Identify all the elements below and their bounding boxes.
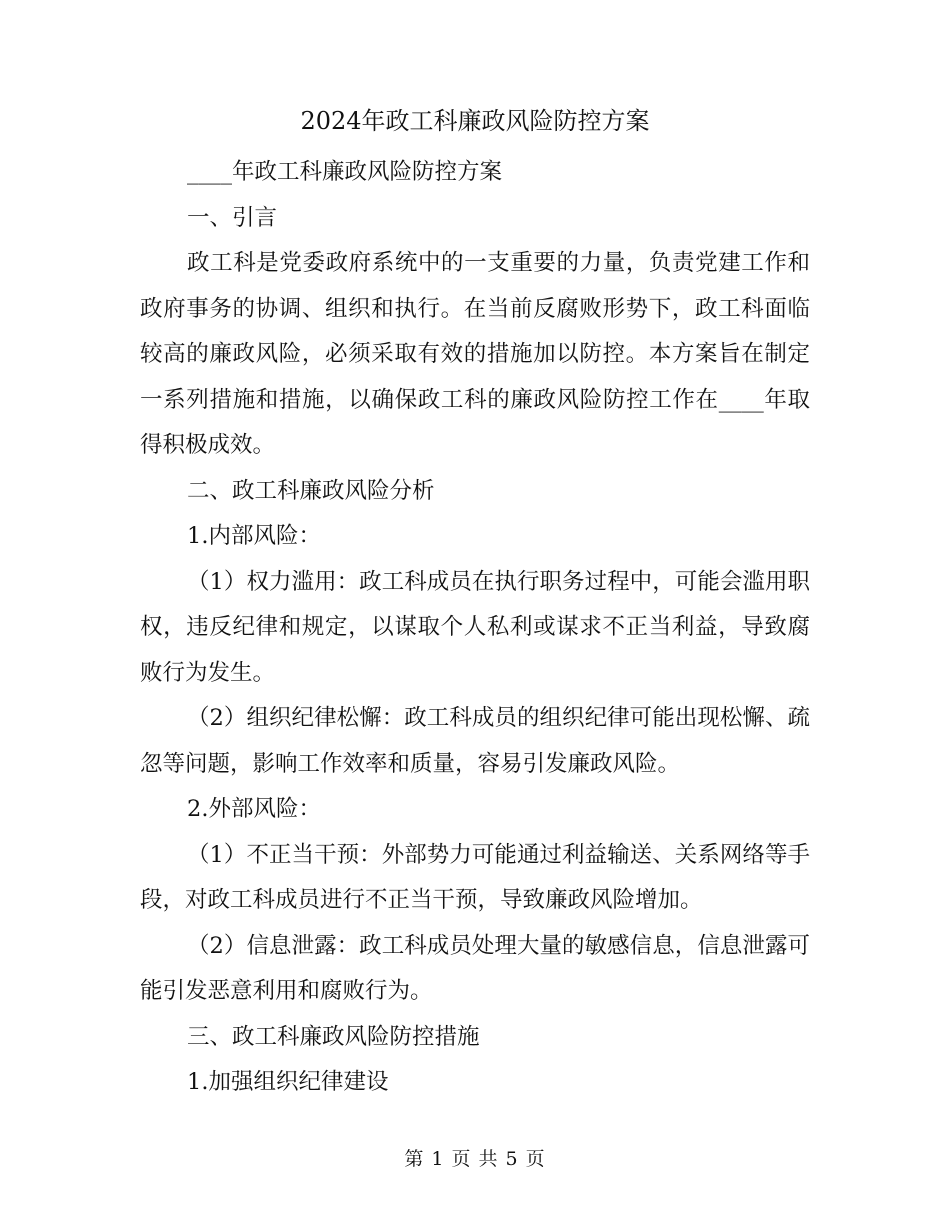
subheading-internal-risk: 1.内部风险： [187, 523, 321, 549]
document-body [140, 150, 810, 1106]
measure-item-1: 1.加强组织纪律建设 [187, 1069, 389, 1095]
subtitle-paragraph: ____年政工科廉政风险防控方案 [187, 159, 503, 185]
subheading-external-risk: 2.外部风险： [187, 796, 321, 822]
internal-risk-item-1: （1）权力滥用：政工科成员在执行职务过程中，可能会滥用职权，违反纪律和规定，以谋取个人私利或谋求不正当利益，导致腐败行为发生。 [140, 568, 810, 686]
document-title: 2024年政工科廉政风险防控方案 [300, 107, 650, 135]
section-heading-intro: 一、引言 [187, 204, 278, 231]
intro-paragraph: 政工科是党委政府系统中的一支重要的力量，负责党建工作和政府事务的协调、组织和执行。在当前反腐败形势下，政工科面临较高的廉政风险，必须采取有效的措施加以防控。本方案旨在制定一系列措施和措施，以确保政工科的廉政风险防控工作在____年取得积极成效。 [140, 250, 810, 458]
section-heading-analysis: 二、政工科廉政风险分析 [187, 477, 435, 504]
section-heading-measures: 三、政工科廉政风险防控措施 [187, 1023, 480, 1050]
page-footer: 第 1 页 共 5 页 [404, 1148, 546, 1170]
internal-risk-item-2: （2）组织纪律松懈：政工科成员的组织纪律可能出现松懈、疏忽等问题，影响工作效率和质量，容易引发廉政风险。 [140, 705, 810, 777]
external-risk-item-1: （1）不正当干预：外部势力可能通过利益输送、关系网络等手段，对政工科成员进行不正当干预，导致廉政风险增加。 [140, 841, 810, 913]
external-risk-item-2: （2）信息泄露：政工科成员处理大量的敏感信息，信息泄露可能引发恶意利用和腐败行为。 [140, 932, 810, 1004]
